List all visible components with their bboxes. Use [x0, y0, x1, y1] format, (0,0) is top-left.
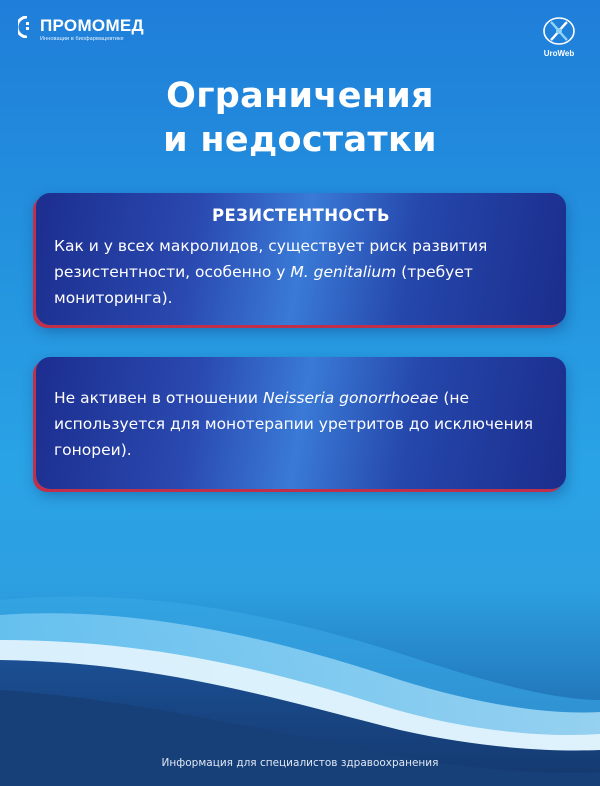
uroweb-logo [538, 14, 580, 60]
resistance-card-text [54, 233, 548, 311]
gonorrhoeae-card-text [54, 385, 548, 463]
gonorrhoeae-text-organism: Neisseria gonorrhoeae [262, 389, 439, 407]
resistance-card-heading: РЕЗИСТЕНТНОСТЬ [212, 206, 390, 225]
promomed-logo [18, 16, 144, 43]
brand-tagline: Инновации в биофармацевтике [40, 36, 124, 42]
resistance-card [36, 193, 566, 325]
title-line-2: и недостатки [163, 120, 437, 160]
brand-name: ПРОМОМЕД [40, 16, 144, 35]
title-line-1: Ограничения [166, 76, 434, 116]
partner-logo-text: UroWeb [543, 49, 575, 58]
resistance-text-organism: M. genitalium [290, 263, 397, 281]
promomed-logo-icon [18, 16, 36, 38]
uroweb-logo-icon [541, 14, 577, 48]
gonorrhoeae-text-part-1: Не активен в отношении [54, 389, 263, 407]
resistance-text-part-2: (требует мониторинга). [54, 263, 473, 307]
gonorrhoeae-text-part-2: (не используется для монотерапии уретритов до исключения гонореи). [54, 389, 534, 459]
gonorrhoeae-card [36, 357, 566, 489]
resistance-text-part-1: Как и у всех макролидов, существует риск развития резистентности, особенно у [54, 237, 488, 281]
page-title [0, 74, 600, 162]
footer-disclaimer: Информация для специалистов здравоохранения [161, 757, 439, 769]
